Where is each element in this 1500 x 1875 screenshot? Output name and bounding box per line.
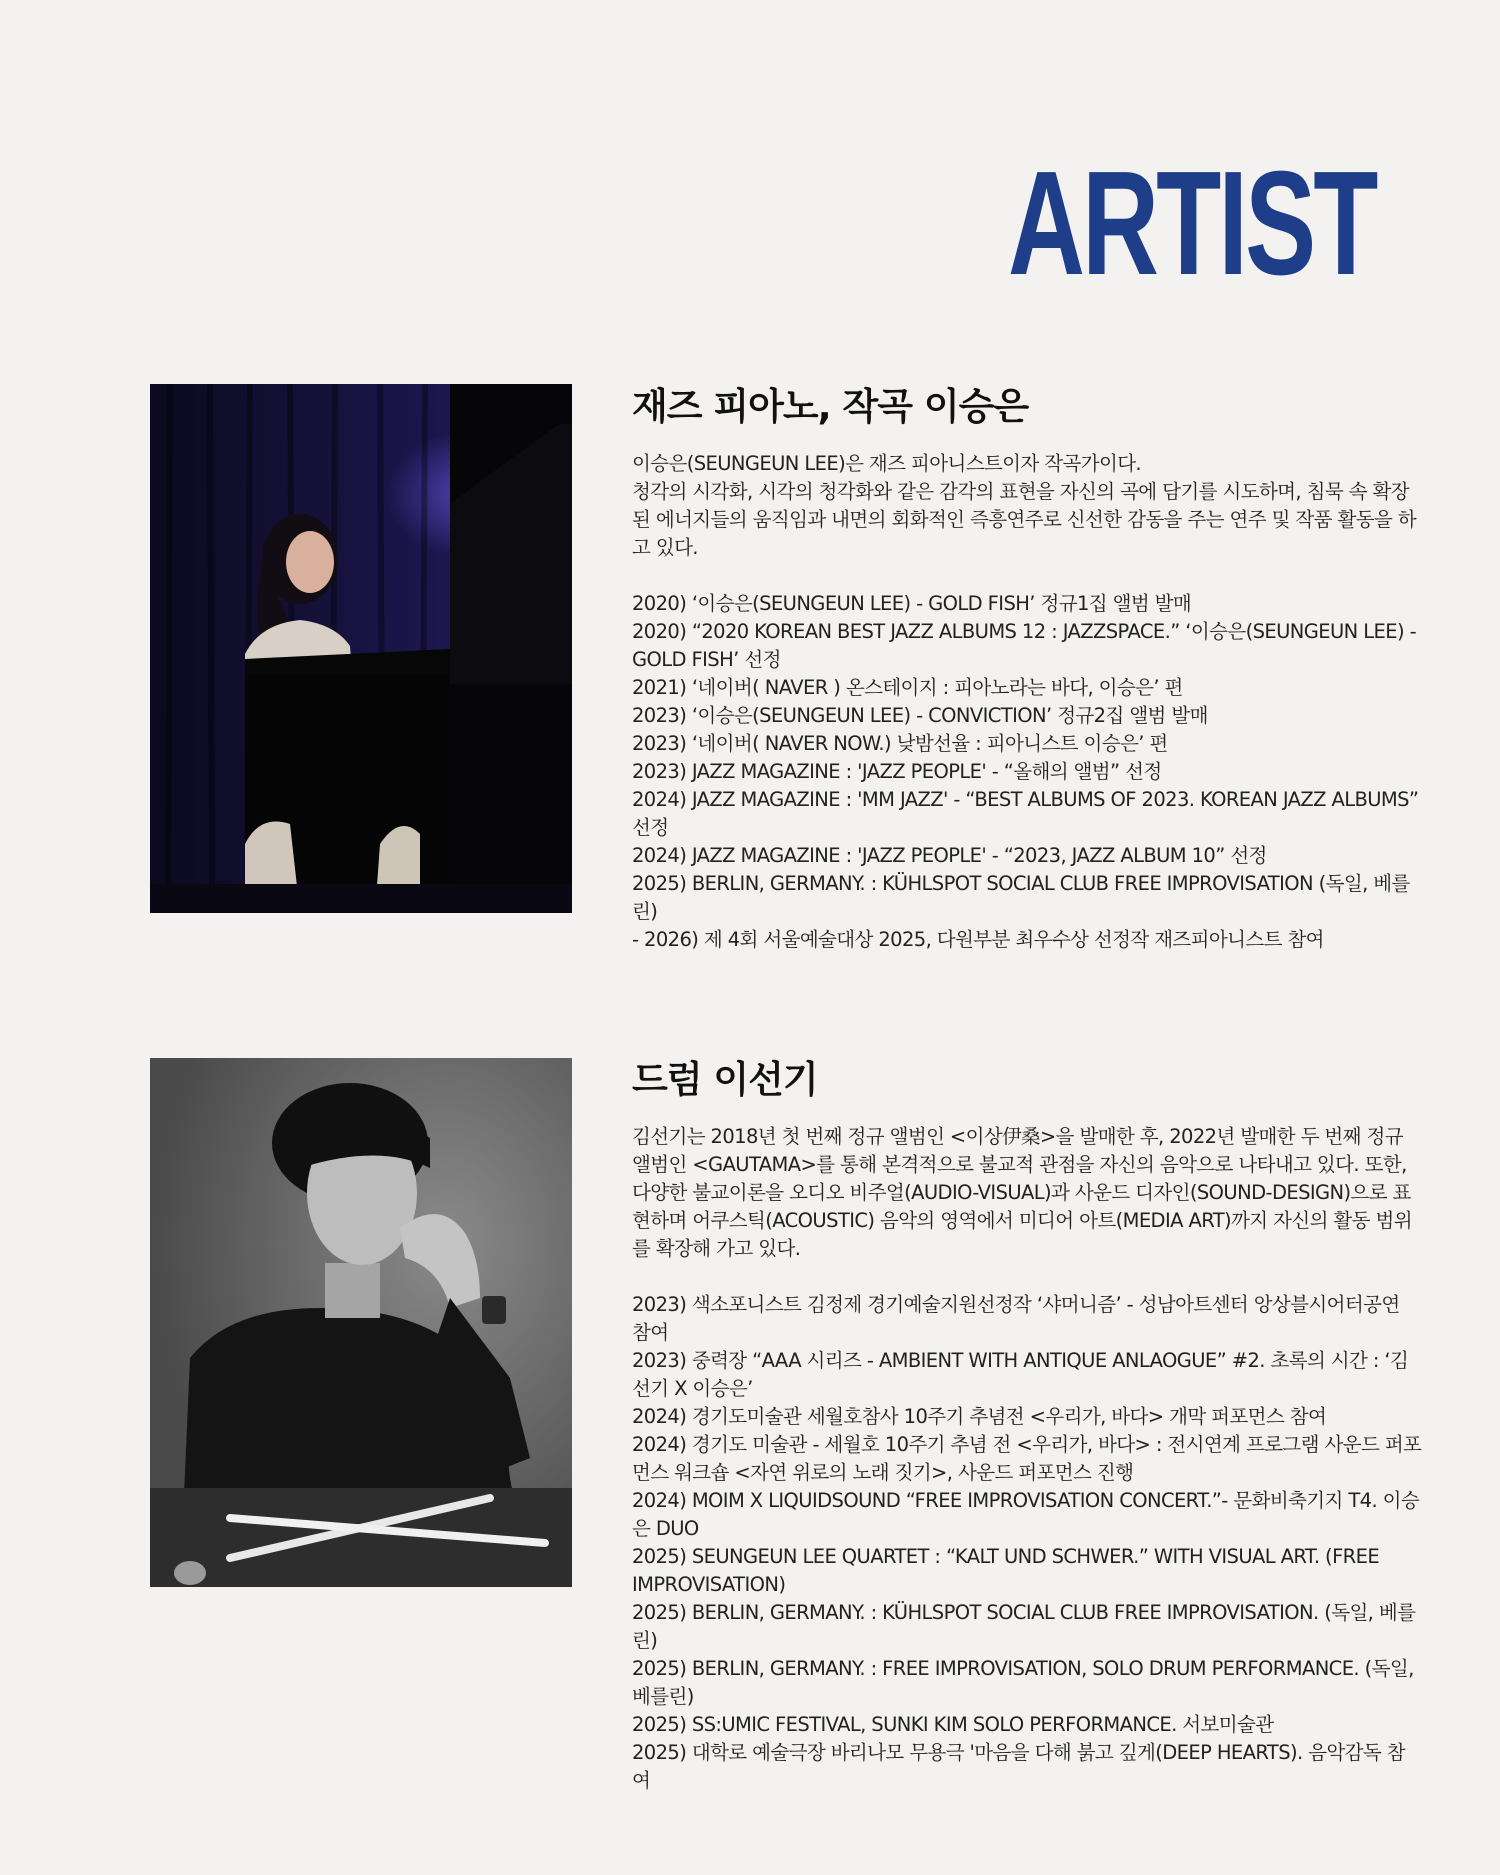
- career-item: 2023) JAZZ MAGAZINE : 'JAZZ PEOPLE' - “올해의 앨범” 선정: [632, 760, 1162, 783]
- career-item: 2024) JAZZ MAGAZINE : 'JAZZ PEOPLE' - “2023, JAZZ ALBUM 10” 선정: [632, 844, 1267, 867]
- artist-bio: [632, 1123, 1422, 1263]
- drummer-photo: [150, 1058, 572, 1587]
- career-item: - 2026) 제 4회 서울예술대상 2025, 다원부분 최우수상 선정작 재즈피아니스트 참여: [632, 928, 1324, 951]
- career-item: 2024) MOIM X LIQUIDSOUND “FREE IMPROVISATION CONCERT.”- 문화비축기지 T4. 이승은 DUO: [632, 1489, 1420, 1540]
- career-item: 2025) BERLIN, GERMANY. : FREE IMPROVISATION, SOLO DRUM PERFORMANCE. (독일,베를린): [632, 1657, 1414, 1708]
- career-item: 2023) ‘네이버( NAVER NOW.) 낮밤선율 : 피아니스트 이승은’ 편: [632, 732, 1168, 755]
- bio-paragraph: 김선기는 2018년 첫 번째 정규 앨범인 <이상伊桑>을 발매한 후, 2022년 발매한 두 번째 정규 앨범인 <GAUTAMA>를 통해 본격적으로 불교적 관점을 자신의 음악으로 나타내고 있다. 또한, 다양한 불교이론을 오디오 비주얼(AUDIO-VISUAL)과 사운드 디자인(SOUND-DESIGN)으로 표현하며 어쿠스틱(ACOUSTIC) 음악의 영역에서 미디어 아트(MEDIA ART)까지 자신의 활동 범위를 확장해 가고 있다.: [632, 1125, 1412, 1260]
- career-item: 2021) ‘네이버( NAVER ) 온스테이지 : 피아노라는 바다, 이승은’ 편: [632, 676, 1183, 699]
- bio-paragraph: 이승은(SEUNGEUN LEE)은 재즈 피아니스트이자 작곡가이다.: [632, 452, 1142, 475]
- career-item: 2020) ‘이승은(SEUNGEUN LEE) - GOLD FISH’ 정규1집 앨범 발매: [632, 592, 1192, 615]
- career-item: 2024) 경기도 미술관 - 세월호 10주기 추념 전 <우리가, 바다> : 전시연계 프로그램 사운드 퍼포먼스 워크숍 <자연 위로의 노래 짓기>, 사운드 퍼포먼스 진행: [632, 1433, 1422, 1484]
- career-item: 2024) 경기도미술관 세월호참사 10주기 추념전 <우리가, 바다> 개막 퍼포먼스 참여: [632, 1405, 1327, 1428]
- artist-heading: 드럼 이선기: [632, 1058, 818, 1101]
- career-list: [632, 590, 1422, 954]
- artist-section-pianist: [632, 378, 1422, 954]
- career-item: 2023) 색소포니스트 김정제 경기예술지원선정작 ‘샤머니즘’ - 성남아트센터 앙상블시어터공연 참여: [632, 1293, 1400, 1344]
- career-item: 2023) ‘이승은(SEUNGEUN LEE) - CONVICTION’ 정규2집 앨범 발매: [632, 704, 1208, 727]
- career-item: 2025) SS:UMIC FESTIVAL, SUNKI KIM SOLO PERFORMANCE. 서보미술관: [632, 1713, 1274, 1736]
- artist-bio: [632, 450, 1422, 562]
- career-item: 2025) SEUNGEUN LEE QUARTET : “KALT UND SCHWER.” WITH VISUAL ART. (FREE IMPROVISATION): [632, 1545, 1380, 1596]
- career-list: [632, 1291, 1422, 1795]
- artist-heading: 재즈 피아노, 작곡 이승은: [632, 385, 1029, 428]
- career-item: 2025) BERLIN, GERMANY. : KÜHLSPOT SOCIAL CLUB FREE IMPROVISATION (독일, 베를린): [632, 872, 1410, 923]
- pianist-photo: [150, 384, 572, 913]
- page-title: ARTIST: [1008, 141, 1376, 306]
- career-item: 2020) “2020 KOREAN BEST JAZZ ALBUMS 12 : JAZZSPACE.” ‘이승은(SEUNGEUN LEE) - GOLD FISH’ 선정: [632, 620, 1417, 671]
- career-item: 2025) 대학로 예술극장 바리나모 무용극 '마음을 다해 붉고 깊게(DEEP HEARTS). 음악감독 참여: [632, 1741, 1405, 1792]
- artist-section-drummer: [632, 1051, 1422, 1795]
- bio-paragraph: 청각의 시각화, 시각의 청각화와 같은 감각의 표현을 자신의 곡에 담기를 시도하며, 침묵 속 확장된 에너지들의 움직임과 내면의 회화적인 즉흥연주로 신선한 감동을 주는 연주 및 작품 활동을 하고 있다.: [632, 480, 1417, 559]
- career-item: 2023) 중력장 “AAA 시리즈 - AMBIENT WITH ANTIQUE ANLAOGUE” #2. 초록의 시간 : ‘김선기 X 이승은’: [632, 1349, 1409, 1400]
- career-item: 2024) JAZZ MAGAZINE : 'MM JAZZ' - “BEST ALBUMS OF 2023. KOREAN JAZZ ALBUMS” 선정: [632, 788, 1419, 839]
- career-item: 2025) BERLIN, GERMANY. : KÜHLSPOT SOCIAL CLUB FREE IMPROVISATION. (독일, 베를린): [632, 1601, 1416, 1652]
